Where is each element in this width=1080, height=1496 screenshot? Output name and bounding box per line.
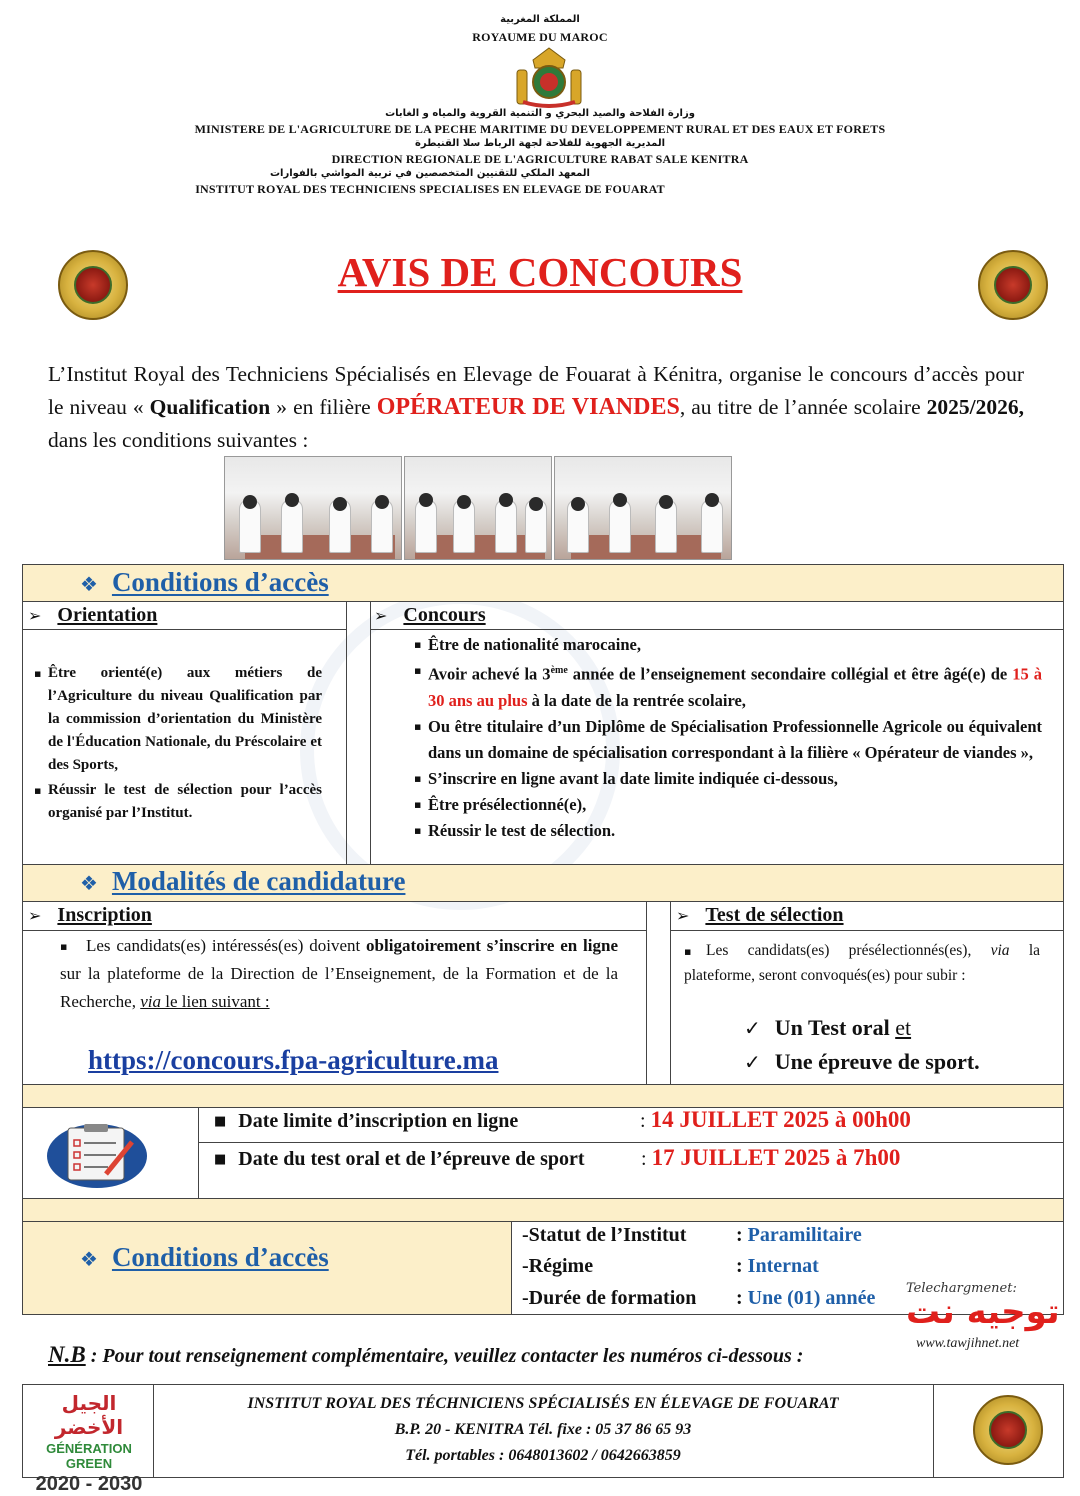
list-item: ▪ Réussir le test de sélection pour l’accès organisé par l’Institut. (34, 779, 322, 825)
watermark-telecharge: Telechargmenet: (906, 1281, 1017, 1296)
orientation-heading: ➢ Orientation (28, 604, 158, 626)
diamond-bullet-icon: ❖ (80, 1247, 98, 1271)
concours-heading: ➢ Concours (374, 604, 486, 626)
test-selection-heading: ➢ Test de sélection (676, 904, 844, 926)
checkmark-icon: ✓ (744, 1016, 761, 1040)
info-value-duree: : Une (01) année (736, 1287, 876, 1309)
date-limit-value: : 14 JUILLET 2025 à 00h00 (640, 1107, 911, 1132)
header-direction: DIRECTION REGIONALE DE L'AGRICULTURE RABAT SALE KENITRA (331, 152, 749, 166)
header-ministry: MINISTERE DE L'AGRICULTURE DE LA PECHE MARITIME DU DEVELOPPEMENT RURAL ET DES EAUX ET FORETS (194, 122, 886, 136)
footer-institute: INSTITUT ROYAL DES TÉCHNICIENS SPÉCIALISÉS EN ÉLEVAGE DE FOUARAT (247, 1395, 839, 1412)
diamond-bullet-icon: ❖ (80, 871, 98, 895)
inscription-heading: ➢ Inscription (28, 904, 152, 926)
info-value-statut: : Paramilitaire (736, 1224, 862, 1246)
test-underline (670, 930, 1064, 931)
arrow-bullet-icon: ➢ (676, 906, 690, 925)
list-item: ▪ Avoir achevé la 3ème année de l’enseignement secondaire collégial et être âgé(e) de 15 à 30 ans au plus à la date de la rentrée scolaire, (414, 658, 1042, 714)
modalites-divider-2 (670, 901, 671, 1085)
info-row-duree: -Durée de formation (522, 1287, 697, 1309)
list-item: ▪ Être de nationalité marocaine, (414, 632, 1042, 658)
concours-list (414, 632, 1042, 844)
header-ar-ministry: وزارة الفلاحة والصيد البحري و التنمية القروية والمياه و الغابات (385, 108, 695, 119)
header-ar-institute: المعهد الملكي للتقنيين المتخصصين في تربية المواشي بالفوارات (270, 168, 590, 179)
concours-underline (370, 629, 1064, 630)
square-bullet-icon: ▪ (60, 940, 68, 953)
page-title: AVIS DE CONCOURS (337, 249, 743, 295)
training-photo-1 (224, 456, 402, 560)
square-bullet-icon: ■ (214, 1152, 227, 1167)
modalites-divider (646, 901, 647, 1085)
training-photo-2 (404, 456, 552, 560)
check-test-oral: ✓ Un Test oral et (744, 1015, 912, 1040)
footer (22, 1384, 1064, 1495)
conditions2-band-top (22, 1198, 1064, 1222)
arrow-bullet-icon: ➢ (374, 606, 388, 625)
header-kingdom: ROYAUME DU MAROC (472, 30, 608, 44)
square-bullet-icon: ■ (214, 1114, 227, 1129)
intro-paragraph: L’Institut Royal des Techniciens Spécialisés en Elevage de Fouarat à Kénitra, organise le concours d’accès pour le niveau « Qualification » en filière OPÉRATEUR DE VIANDES, au titre de l’année scolaire 2025/2026, dans les conditions suivantes : (48, 362, 1024, 452)
orientation-underline (22, 629, 347, 630)
conditions-divider (346, 601, 347, 865)
list-item: ▪ Ou être titulaire d’un Diplôme de Spécialisation Professionnelle Agricole ou équivalent dans un domaine de spécialisation correspondant à la filière « Opérateur de viandes », (414, 714, 1042, 766)
dates-band-top (22, 1084, 1064, 1108)
square-bullet-icon: ▪ (684, 945, 692, 958)
info-value-regime: : Internat (736, 1255, 819, 1277)
info-row-statut: -Statut de l’Institut (522, 1224, 687, 1246)
inscription-underline (22, 930, 647, 931)
modalites-heading: ❖ Modalités de candidature (80, 866, 406, 896)
list-item: ▪ S’inscrire en ligne avant la date limite indiquée ci-dessous, (414, 766, 1042, 792)
footer-divider-right (933, 1385, 934, 1477)
header-ar-kingdom: المملكة المغربية (500, 14, 580, 25)
check-sport: ✓ Une épreuve de sport. (744, 1049, 980, 1074)
info-row-regime: -Régime (522, 1255, 594, 1277)
dates-row-divider (198, 1142, 1064, 1143)
checkmark-icon: ✓ (744, 1050, 761, 1074)
date-test-row: ■ Date du test oral et de l’épreuve de sport (214, 1148, 585, 1170)
date-limit-row: ■ Date limite d’inscription en ligne (214, 1110, 519, 1132)
dates-divider (198, 1107, 199, 1199)
diamond-bullet-icon: ❖ (80, 572, 98, 596)
institute-seal-footer-icon (973, 1395, 1043, 1465)
list-item: ▪ Être présélectionné(e), (414, 792, 1042, 818)
conditions-divider-2 (370, 601, 371, 865)
registration-link[interactable]: https://concours.fpa-agriculture.ma (88, 1045, 499, 1075)
nb-note: N.B : Pour tout renseignement complémentaire, veuillez contacter les numéros ci-dessous : (48, 1342, 804, 1367)
footer-address: B.P. 20 - KENITRA Tél. fixe : 05 37 86 65 93 (394, 1421, 692, 1438)
conditions2-heading: ❖ Conditions d’accès (80, 1242, 329, 1272)
orientation-list (34, 662, 322, 825)
date-test-value: : 17 JUILLET 2025 à 7h00 (641, 1145, 901, 1170)
header-ar-direction: المديرية الجهوية للفلاحة لجهة الرباط سلا القنيطرة (414, 138, 666, 149)
footer-phones: Tél. portables : 0648013602 / 0642663859 (405, 1447, 681, 1464)
conditions-heading: ❖ Conditions d’accès (80, 567, 329, 597)
clipboard-form-icon (44, 1112, 150, 1192)
arrow-bullet-icon: ➢ (28, 906, 42, 925)
list-item: ▪ Être orienté(e) aux métiers de l’Agriculture du niveau Qualification par la commission d’orientation du Ministère de l'Éducation Nationale, du Préscolaire et des Sports, (34, 662, 322, 777)
royal-emblem-icon (513, 46, 585, 108)
arrow-bullet-icon: ➢ (28, 606, 42, 625)
header-institute: INSTITUT ROYAL DES TECHNICIENS SPECIALISES EN ELEVAGE DE FOUARAT (195, 182, 665, 196)
watermark-url: www.tawjihnet.net (916, 1336, 1020, 1351)
test-selection-text: ▪ Les candidats(es) présélectionnés(es), via la plateforme, seront convoqués(es) pour subir : (684, 938, 1040, 988)
footer-divider-left (153, 1385, 154, 1477)
list-item: ▪ Réussir le test de sélection. (414, 818, 1042, 844)
inscription-text: ▪ Les candidats(es) intéressés(es) doivent obligatoirement s’inscrire en ligne sur la plateforme de la Direction de l’Enseignement, de la Formation et de la Recherche, via le lien suivant : (60, 932, 618, 1016)
generation-green-logo: الجيل الأخضر GÉNÉRATION GREEN 2020 - 2030 (35, 1391, 143, 1495)
training-photo-3 (554, 456, 732, 560)
watermark-brand: توجيه نت (906, 1292, 1060, 1332)
